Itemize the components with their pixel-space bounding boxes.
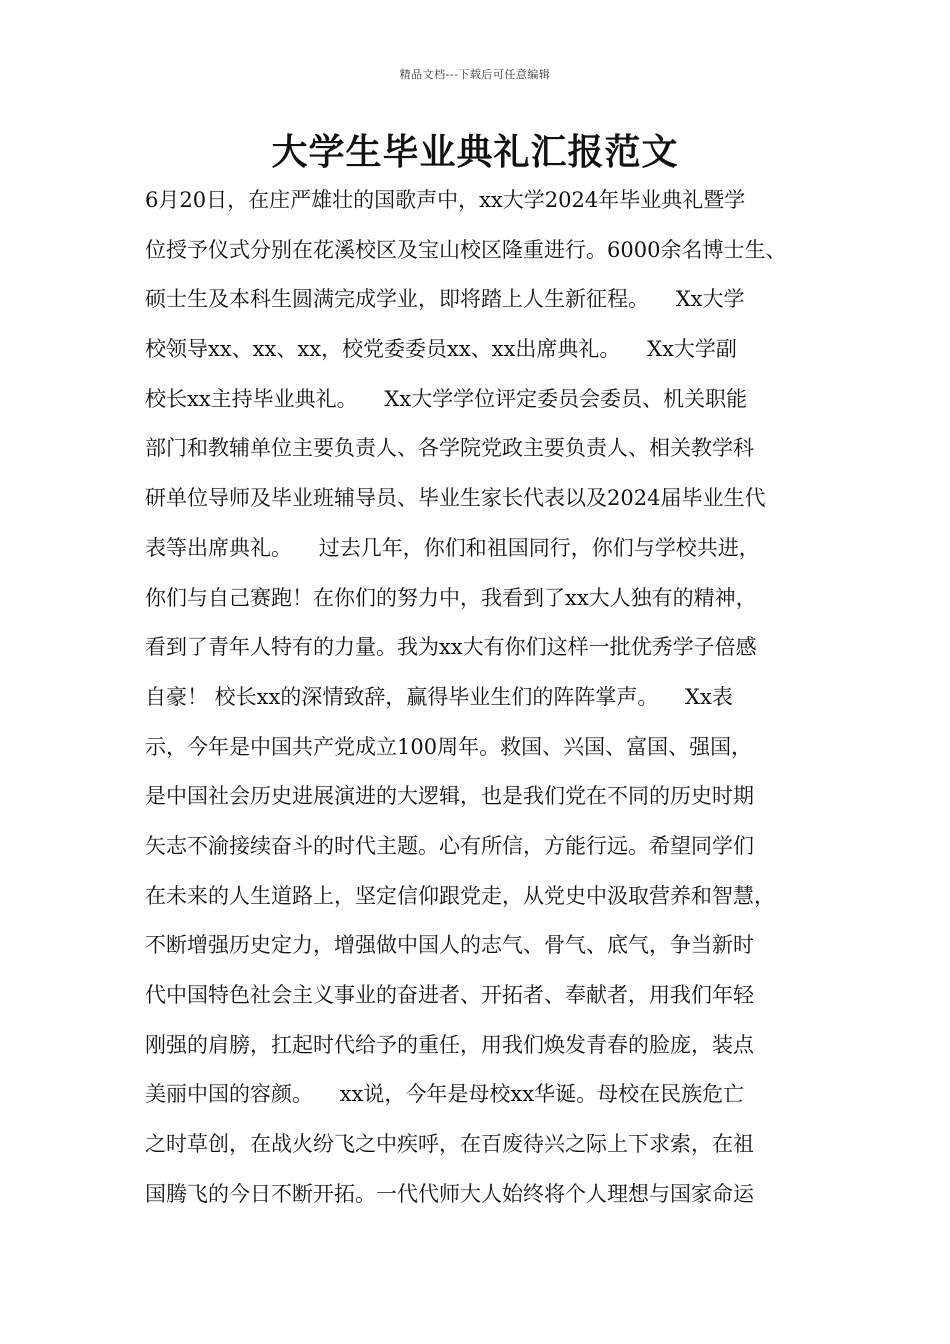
body-line: 部门和教辅单位主要负责人、各学院党政主要负责人、相关教学科 <box>145 436 754 461</box>
document-body <box>145 176 835 1219</box>
body-line: 不断增强历史定力，增强做中国人的志气、骨气、底气，争当新时 <box>145 933 754 958</box>
body-line: 研单位导师及毕业班辅导员、毕业生家长代表以及2024届毕业生代 <box>145 486 766 511</box>
body-line: 矢志不渝接续奋斗的时代主题。心有所信，方能行远。希望同学们 <box>145 833 754 858</box>
body-line: 之时草创，在战火纷飞之中疾呼，在百废待兴之际上下求索，在祖 <box>145 1132 754 1157</box>
body-line: 是中国社会历史进展演进的大逻辑，也是我们党在不同的历史时期 <box>145 784 754 809</box>
document-title: 大学生毕业典礼汇报范文 <box>271 132 679 173</box>
body-line: 位授予仪式分别在花溪校区及宝山校区隆重进行。6000余名博士生、 <box>145 237 787 262</box>
body-line: 校领导xx、xx、xx，校党委委员xx、xx出席典礼。 Xx大学副 <box>145 337 737 362</box>
header-note: 精品文档---下载后可任意编辑 <box>399 68 551 81</box>
body-line: 在未来的人生道路上，坚定信仰跟党走，从党史中汲取营养和智慧， <box>145 883 775 908</box>
body-line: 硕士生及本科生圆满完成学业，即将踏上人生新征程。 Xx大学 <box>145 287 745 312</box>
body-line: 表等出席典礼。 过去几年，你们和祖国同行，你们与学校共进， <box>145 535 760 560</box>
body-line: 你们与自己赛跑！在你们的努力中，我看到了xx大人独有的精神， <box>145 585 757 610</box>
body-line: 代中国特色社会主义事业的奋进者、开拓者、奉献者，用我们年轻 <box>145 983 754 1007</box>
body-line: 刚强的肩膀，扛起时代给予的重任，用我们焕发青春的脸庞，装点 <box>145 1032 754 1057</box>
body-line: 6月20日，在庄严雄壮的国歌声中，xx大学2024年毕业典礼暨学 <box>145 188 746 212</box>
body-line: 校长xx主持毕业典礼。 Xx大学学位评定委员会委员、机关职能 <box>145 386 748 411</box>
body-line: 自豪！ 校长xx的深情致辞，赢得毕业生们的阵阵掌声。 Xx表 <box>145 684 733 709</box>
body-line: 美丽中国的容颜。 xx说，今年是母校xx华诞。母校在民族危亡 <box>145 1082 745 1107</box>
body-line: 示，今年是中国共产党成立100周年。救国、兴国、富国、强国， <box>145 734 753 759</box>
body-line: 国腾飞的今日不断开拓。一代代师大人始终将个人理想与国家命运 <box>145 1181 754 1206</box>
body-line: 看到了青年人特有的力量。我为xx大有你们这样一批优秀学子倍感 <box>145 635 757 660</box>
